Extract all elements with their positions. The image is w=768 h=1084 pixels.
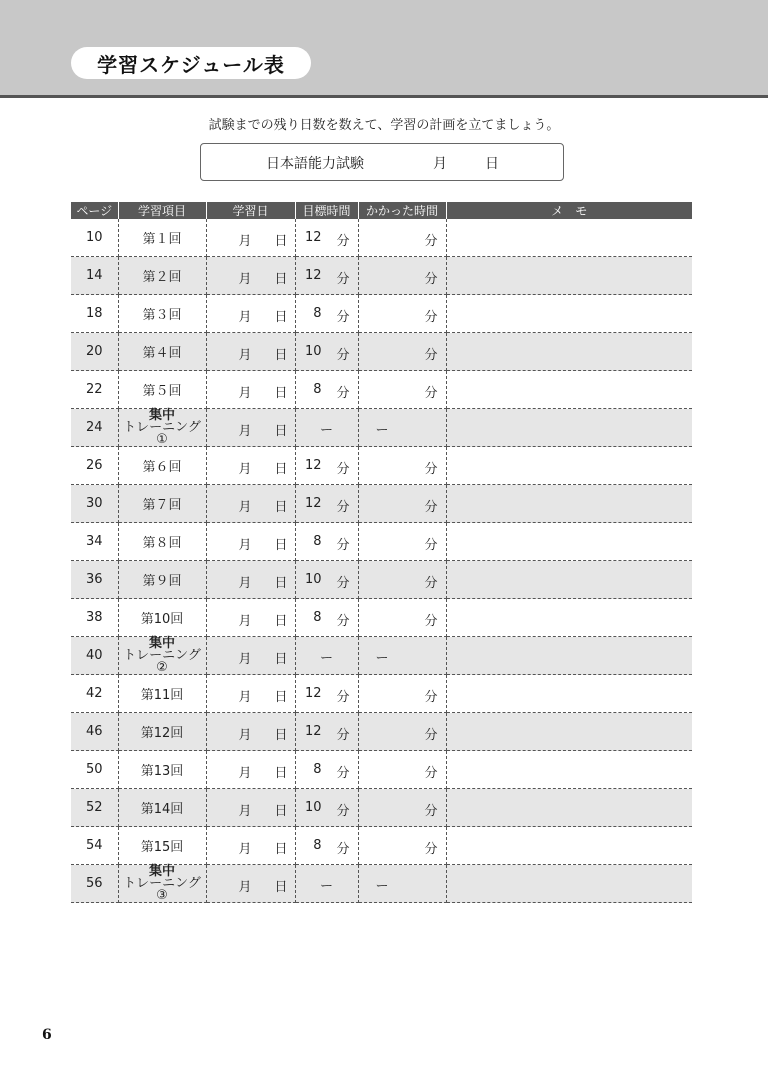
taken-dash: ー xyxy=(375,423,389,438)
page-cell: 52 xyxy=(71,789,118,827)
table-row xyxy=(71,485,692,523)
date-cell xyxy=(206,333,295,371)
goal-cell xyxy=(295,675,358,713)
item-cell: 第２回 xyxy=(118,257,206,295)
item-cell: 第15回 xyxy=(118,827,206,865)
goal-minutes: 12 xyxy=(304,496,322,511)
taken-cell xyxy=(358,219,446,257)
taken-cell xyxy=(358,333,446,371)
date-cell xyxy=(206,447,295,485)
goal-minute-unit: 分 xyxy=(336,538,350,553)
date-month-unit: 月 xyxy=(238,234,252,249)
item-cell: 第６回 xyxy=(118,447,206,485)
item-cell: 第13回 xyxy=(118,751,206,789)
table-row xyxy=(71,599,692,637)
goal-minute-unit: 分 xyxy=(336,386,350,401)
col-header-date: 学習日 xyxy=(206,202,295,219)
date-day-unit: 日 xyxy=(274,272,288,287)
taken-cell xyxy=(358,675,446,713)
page-cell: 50 xyxy=(71,751,118,789)
taken-minute-unit: 分 xyxy=(424,272,438,287)
date-month-unit: 月 xyxy=(238,690,252,705)
page-cell: 36 xyxy=(71,561,118,599)
date-day-unit: 日 xyxy=(274,690,288,705)
taken-cell xyxy=(358,295,446,333)
taken-minute-unit: 分 xyxy=(424,500,438,515)
date-month-unit: 月 xyxy=(238,424,252,439)
goal-dash: ー xyxy=(319,651,333,666)
goal-minutes: 12 xyxy=(304,458,322,473)
goal-minutes: 10 xyxy=(304,572,322,587)
page-cell: 34 xyxy=(71,523,118,561)
date-cell xyxy=(206,675,295,713)
taken-dash: ー xyxy=(375,879,389,894)
page-cell: 18 xyxy=(71,295,118,333)
goal-minute-unit: 分 xyxy=(336,234,350,249)
taken-cell xyxy=(358,637,446,675)
date-day-unit: 日 xyxy=(274,804,288,819)
date-month-unit: 月 xyxy=(238,538,252,553)
intro-text: 試験までの残り日数を数えて、学習の計画を立てましょう。 xyxy=(208,118,560,133)
item-line1: 集中 xyxy=(148,635,175,651)
item-cell: 第10回 xyxy=(118,599,206,637)
page-cell: 46 xyxy=(71,713,118,751)
taken-minute-unit: 分 xyxy=(424,842,438,857)
goal-minutes: 8 xyxy=(313,306,322,321)
date-cell xyxy=(206,219,295,257)
taken-cell xyxy=(358,371,446,409)
date-month-unit: 月 xyxy=(238,804,252,819)
col-header-item: 学習項目 xyxy=(118,202,206,219)
taken-minute-unit: 分 xyxy=(424,614,438,629)
page-cell: 30 xyxy=(71,485,118,523)
taken-cell xyxy=(358,409,446,447)
taken-minute-unit: 分 xyxy=(424,728,438,743)
memo-cell[interactable] xyxy=(446,675,692,713)
date-day-unit: 日 xyxy=(274,842,288,857)
goal-minutes: 8 xyxy=(313,382,322,397)
item-cell: 第４回 xyxy=(118,333,206,371)
table-row xyxy=(71,751,692,789)
taken-cell xyxy=(358,789,446,827)
taken-cell xyxy=(358,447,446,485)
col-header-taken: かかった時間 xyxy=(358,202,446,219)
memo-cell[interactable] xyxy=(446,295,692,333)
goal-cell xyxy=(295,409,358,447)
date-cell xyxy=(206,485,295,523)
date-cell xyxy=(206,561,295,599)
taken-cell xyxy=(358,485,446,523)
col-header-page: ページ xyxy=(71,202,118,219)
memo-cell[interactable] xyxy=(446,333,692,371)
memo-cell[interactable] xyxy=(446,485,692,523)
page-cell: 20 xyxy=(71,333,118,371)
date-day-unit: 日 xyxy=(274,576,288,591)
date-day-unit: 日 xyxy=(274,880,288,895)
item-line2: トレーニング③ xyxy=(123,875,201,903)
taken-cell xyxy=(358,523,446,561)
item-cell: 第１回 xyxy=(118,219,206,257)
exam-label: 日本語能力試験 xyxy=(266,156,364,172)
item-line2: トレーニング② xyxy=(123,647,201,675)
goal-minutes: 8 xyxy=(313,762,322,777)
taken-minute-unit: 分 xyxy=(424,538,438,553)
taken-cell xyxy=(358,713,446,751)
date-cell xyxy=(206,865,295,903)
date-day-unit: 日 xyxy=(274,500,288,515)
goal-minutes: 8 xyxy=(313,610,322,625)
col-header-memo: メ モ xyxy=(446,202,692,219)
goal-minute-unit: 分 xyxy=(336,804,350,819)
table-row xyxy=(71,713,692,751)
goal-cell xyxy=(295,827,358,865)
date-cell xyxy=(206,257,295,295)
memo-cell[interactable] xyxy=(446,219,692,257)
memo-cell[interactable] xyxy=(446,751,692,789)
goal-cell xyxy=(295,523,358,561)
goal-cell xyxy=(295,371,358,409)
goal-cell xyxy=(295,599,358,637)
item-cell xyxy=(118,637,206,675)
taken-cell xyxy=(358,561,446,599)
memo-cell[interactable] xyxy=(446,523,692,561)
memo-cell[interactable] xyxy=(446,447,692,485)
goal-minutes: 10 xyxy=(304,344,322,359)
goal-cell xyxy=(295,637,358,675)
date-month-unit: 月 xyxy=(238,310,252,325)
header-band xyxy=(0,0,768,98)
table-row xyxy=(71,371,692,409)
table-row xyxy=(71,295,692,333)
taken-dash: ー xyxy=(375,651,389,666)
item-cell: 第８回 xyxy=(118,523,206,561)
goal-minute-unit: 分 xyxy=(336,842,350,857)
goal-cell xyxy=(295,219,358,257)
date-cell xyxy=(206,371,295,409)
goal-minute-unit: 分 xyxy=(336,614,350,629)
goal-dash: ー xyxy=(319,879,333,894)
goal-cell xyxy=(295,295,358,333)
taken-minute-unit: 分 xyxy=(424,234,438,249)
memo-cell[interactable] xyxy=(446,371,692,409)
date-cell xyxy=(206,523,295,561)
date-cell xyxy=(206,599,295,637)
date-day-unit: 日 xyxy=(274,310,288,325)
goal-minute-unit: 分 xyxy=(336,348,350,363)
table-row xyxy=(71,865,692,903)
taken-minute-unit: 分 xyxy=(424,804,438,819)
table-row xyxy=(71,447,692,485)
taken-minute-unit: 分 xyxy=(424,462,438,477)
goal-minute-unit: 分 xyxy=(336,462,350,477)
item-line2: トレーニング① xyxy=(123,419,201,447)
item-cell: 第11回 xyxy=(118,675,206,713)
goal-minute-unit: 分 xyxy=(336,310,350,325)
date-day-unit: 日 xyxy=(274,424,288,439)
table-row xyxy=(71,219,692,257)
date-month-unit: 月 xyxy=(238,348,252,363)
memo-cell[interactable] xyxy=(446,409,692,447)
taken-minute-unit: 分 xyxy=(424,690,438,705)
goal-minute-unit: 分 xyxy=(336,272,350,287)
table-row xyxy=(71,333,692,371)
item-cell: 第14回 xyxy=(118,789,206,827)
page-cell: 38 xyxy=(71,599,118,637)
goal-cell xyxy=(295,561,358,599)
taken-minute-unit: 分 xyxy=(424,348,438,363)
date-day-unit: 日 xyxy=(274,766,288,781)
item-cell: 第５回 xyxy=(118,371,206,409)
page-cell: 40 xyxy=(71,637,118,675)
memo-cell[interactable] xyxy=(446,599,692,637)
goal-minutes: 8 xyxy=(313,838,322,853)
date-month-unit: 月 xyxy=(238,462,252,477)
goal-cell xyxy=(295,865,358,903)
date-month-unit: 月 xyxy=(238,652,252,667)
item-cell: 第12回 xyxy=(118,713,206,751)
table-row xyxy=(71,789,692,827)
table-row xyxy=(71,257,692,295)
page-cell: 54 xyxy=(71,827,118,865)
memo-cell[interactable] xyxy=(446,561,692,599)
date-month-unit: 月 xyxy=(238,842,252,857)
taken-cell xyxy=(358,599,446,637)
page-cell: 22 xyxy=(71,371,118,409)
memo-cell[interactable] xyxy=(446,713,692,751)
goal-cell xyxy=(295,447,358,485)
goal-cell xyxy=(295,789,358,827)
page-cell: 10 xyxy=(71,219,118,257)
date-day-unit: 日 xyxy=(274,538,288,553)
exam-date-box xyxy=(200,143,564,181)
date-cell xyxy=(206,751,295,789)
item-cell: 第３回 xyxy=(118,295,206,333)
goal-minutes: 12 xyxy=(304,268,322,283)
item-cell xyxy=(118,865,206,903)
goal-minutes: 8 xyxy=(313,534,322,549)
item-cell: 第７回 xyxy=(118,485,206,523)
exam-day-unit: 日 xyxy=(485,156,499,172)
date-month-unit: 月 xyxy=(238,728,252,743)
date-month-unit: 月 xyxy=(238,500,252,515)
page-cell: 24 xyxy=(71,409,118,447)
page-cell: 26 xyxy=(71,447,118,485)
table-row xyxy=(71,561,692,599)
date-month-unit: 月 xyxy=(238,766,252,781)
memo-cell[interactable] xyxy=(446,637,692,675)
taken-minute-unit: 分 xyxy=(424,576,438,591)
date-day-unit: 日 xyxy=(274,234,288,249)
date-cell xyxy=(206,637,295,675)
date-cell xyxy=(206,827,295,865)
memo-cell[interactable] xyxy=(446,865,692,903)
goal-minute-unit: 分 xyxy=(336,690,350,705)
taken-minute-unit: 分 xyxy=(424,310,438,325)
date-month-unit: 月 xyxy=(238,880,252,895)
table-row xyxy=(71,827,692,865)
date-month-unit: 月 xyxy=(238,614,252,629)
table-row xyxy=(71,675,692,713)
goal-minute-unit: 分 xyxy=(336,500,350,515)
goal-dash: ー xyxy=(319,423,333,438)
date-cell xyxy=(206,295,295,333)
taken-minute-unit: 分 xyxy=(424,386,438,401)
exam-month-unit: 月 xyxy=(433,156,447,172)
date-day-unit: 日 xyxy=(274,728,288,743)
date-day-unit: 日 xyxy=(274,652,288,667)
goal-cell xyxy=(295,257,358,295)
memo-cell[interactable] xyxy=(446,789,692,827)
taken-cell xyxy=(358,865,446,903)
goal-minute-unit: 分 xyxy=(336,576,350,591)
item-line1: 集中 xyxy=(148,407,175,423)
page-cell: 56 xyxy=(71,865,118,903)
table-row xyxy=(71,637,692,675)
goal-cell xyxy=(295,485,358,523)
memo-cell[interactable] xyxy=(446,257,692,295)
item-line1: 集中 xyxy=(148,863,175,879)
date-cell xyxy=(206,713,295,751)
date-cell xyxy=(206,789,295,827)
date-day-unit: 日 xyxy=(274,462,288,477)
goal-cell xyxy=(295,713,358,751)
table-row xyxy=(71,523,692,561)
page-cell: 42 xyxy=(71,675,118,713)
table-header-row xyxy=(71,202,692,219)
date-month-unit: 月 xyxy=(238,576,252,591)
page-title: 学習スケジュール表 xyxy=(71,47,311,79)
goal-minutes: 12 xyxy=(304,724,322,739)
goal-minute-unit: 分 xyxy=(336,766,350,781)
col-header-goal: 目標時間 xyxy=(295,202,358,219)
table-row xyxy=(71,409,692,447)
taken-minute-unit: 分 xyxy=(424,766,438,781)
memo-cell[interactable] xyxy=(446,827,692,865)
taken-cell xyxy=(358,751,446,789)
item-cell xyxy=(118,409,206,447)
date-day-unit: 日 xyxy=(274,614,288,629)
date-month-unit: 月 xyxy=(238,272,252,287)
item-cell: 第９回 xyxy=(118,561,206,599)
page-cell: 14 xyxy=(71,257,118,295)
goal-minutes: 12 xyxy=(304,230,322,245)
taken-cell xyxy=(358,257,446,295)
date-month-unit: 月 xyxy=(238,386,252,401)
date-cell xyxy=(206,409,295,447)
schedule-table xyxy=(71,202,692,903)
goal-minutes: 10 xyxy=(304,800,322,815)
goal-minutes: 12 xyxy=(304,686,322,701)
page-number: 6 xyxy=(42,1027,52,1043)
goal-minute-unit: 分 xyxy=(336,728,350,743)
goal-cell xyxy=(295,333,358,371)
goal-cell xyxy=(295,751,358,789)
date-day-unit: 日 xyxy=(274,386,288,401)
date-day-unit: 日 xyxy=(274,348,288,363)
taken-cell xyxy=(358,827,446,865)
